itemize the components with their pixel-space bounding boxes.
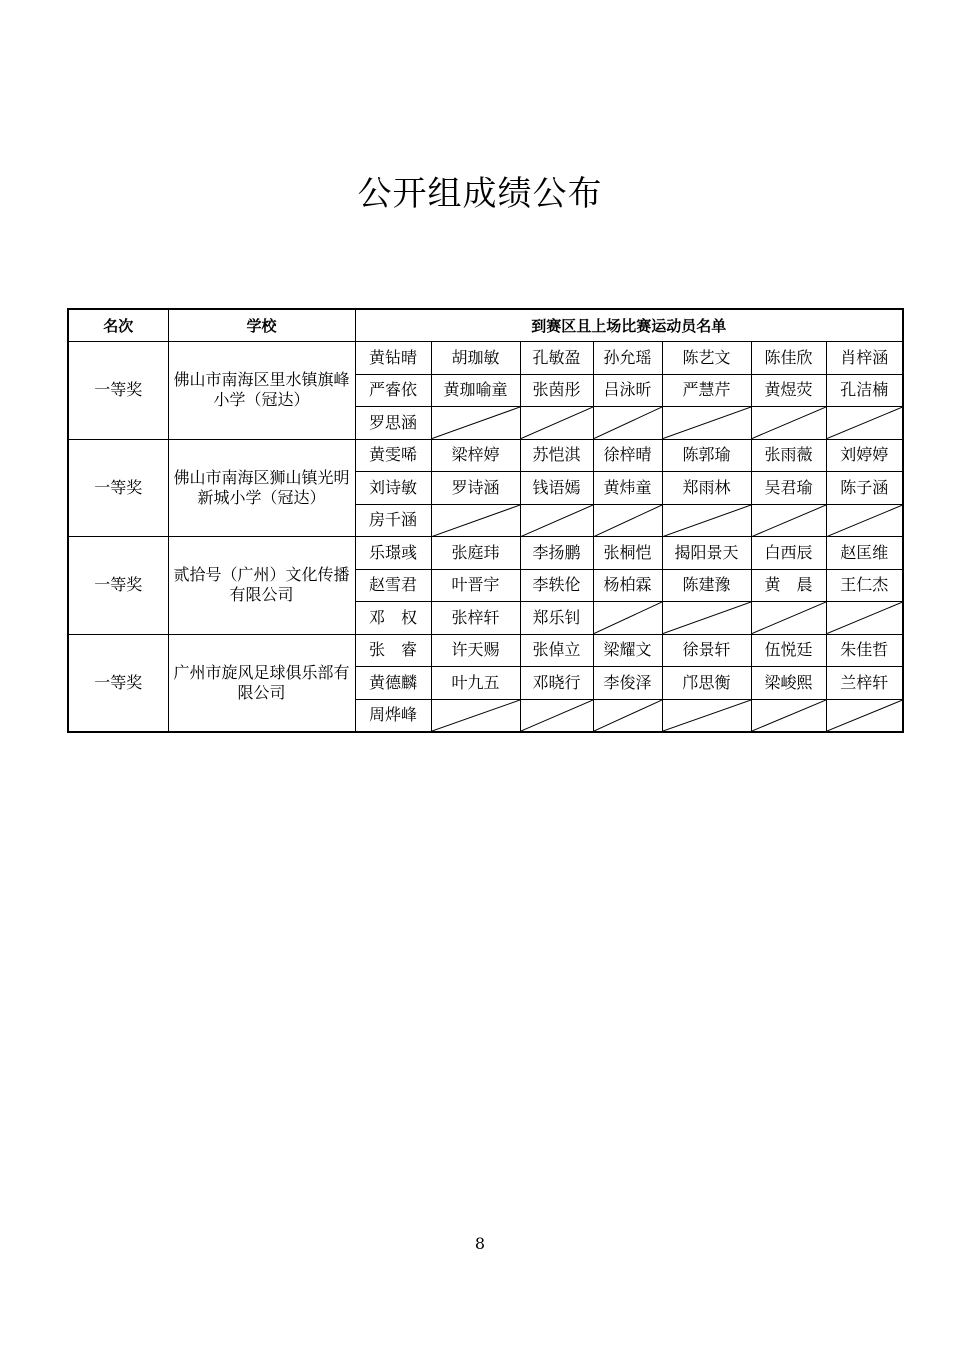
athlete-name: 叶晋宇 [431, 569, 520, 602]
athlete-name: 白西辰 [751, 537, 826, 570]
athlete-name: 乐璟彧 [355, 537, 431, 570]
athlete-name: 黄德麟 [355, 667, 431, 700]
diagonal-slash [752, 602, 826, 634]
diagonal-slash [752, 700, 826, 731]
athlete-name: 许天赐 [431, 634, 520, 667]
diagonal-slash [663, 602, 751, 634]
athlete-name: 李扬鹏 [520, 537, 593, 570]
athlete-name: 孙允瑶 [593, 342, 662, 375]
header-school: 学校 [168, 309, 355, 342]
athlete-name: 周烨峰 [355, 699, 431, 732]
diagonal-slash [827, 602, 903, 634]
empty-cell [662, 602, 751, 635]
rank-cell: 一等奖 [68, 634, 168, 732]
athlete-name: 吴君瑜 [751, 472, 826, 505]
athlete-name: 朱佳哲 [826, 634, 903, 667]
diagonal-slash [521, 407, 593, 439]
athlete-name: 黄煜荧 [751, 374, 826, 407]
rank-cell: 一等奖 [68, 537, 168, 635]
table-row [68, 342, 903, 375]
diagonal-slash [752, 407, 826, 439]
empty-cell [593, 407, 662, 440]
athlete-name: 赵雪君 [355, 569, 431, 602]
athlete-name: 房千涵 [355, 504, 431, 537]
empty-cell [520, 504, 593, 537]
empty-cell [751, 699, 826, 732]
diagonal-slash [432, 407, 520, 439]
athlete-name: 苏恺淇 [520, 439, 593, 472]
diagonal-slash [594, 602, 662, 634]
diagonal-slash [752, 505, 826, 537]
athlete-name: 徐景轩 [662, 634, 751, 667]
athlete-name: 揭阳景天 [662, 537, 751, 570]
athlete-name: 黄炜童 [593, 472, 662, 505]
athlete-name: 孔敏盈 [520, 342, 593, 375]
empty-cell [826, 602, 903, 635]
header-athletes: 到赛区且上场比赛运动员名单 [355, 309, 903, 342]
school-cell: 贰拾号（广州）文化传播有限公司 [168, 537, 355, 635]
athlete-name: 陈艺文 [662, 342, 751, 375]
diagonal-slash [827, 505, 903, 537]
diagonal-slash [521, 700, 593, 731]
athlete-name: 黄雯唏 [355, 439, 431, 472]
athlete-name: 严慧芹 [662, 374, 751, 407]
athlete-name: 邓晓行 [520, 667, 593, 700]
athlete-name: 陈佳欣 [751, 342, 826, 375]
results-body [68, 342, 903, 732]
athlete-name: 罗诗涵 [431, 472, 520, 505]
empty-cell [593, 504, 662, 537]
page-title: 公开组成绩公布 [357, 174, 603, 214]
diagonal-slash [594, 407, 662, 439]
results-table [67, 308, 904, 733]
athlete-name: 刘诗敏 [355, 472, 431, 505]
diagonal-slash [432, 700, 520, 731]
athlete-name: 刘婷婷 [826, 439, 903, 472]
diagonal-slash [594, 505, 662, 537]
athlete-name: 孔洁楠 [826, 374, 903, 407]
athlete-name: 张 睿 [355, 634, 431, 667]
athlete-name: 张桐恺 [593, 537, 662, 570]
empty-cell [826, 699, 903, 732]
athlete-name: 张雨薇 [751, 439, 826, 472]
diagonal-slash [663, 505, 751, 537]
athlete-name: 梁峻熙 [751, 667, 826, 700]
athlete-name: 邝思衡 [662, 667, 751, 700]
school-cell: 佛山市南海区里水镇旗峰小学（冠达） [168, 342, 355, 440]
header-rank: 名次 [68, 309, 168, 342]
athlete-name: 张庭玮 [431, 537, 520, 570]
empty-cell [593, 602, 662, 635]
empty-cell [826, 504, 903, 537]
athlete-name: 梁梓婷 [431, 439, 520, 472]
empty-cell [751, 504, 826, 537]
athlete-name: 钱语嫣 [520, 472, 593, 505]
diagonal-slash [663, 407, 751, 439]
empty-cell [751, 602, 826, 635]
diagonal-slash [827, 700, 903, 731]
empty-cell [431, 504, 520, 537]
school-cell: 广州市旋风足球俱乐部有限公司 [168, 634, 355, 732]
diagonal-slash [827, 407, 903, 439]
athlete-name: 郑乐钊 [520, 602, 593, 635]
athlete-name: 张茵彤 [520, 374, 593, 407]
empty-cell [662, 699, 751, 732]
table-row [68, 537, 903, 570]
athlete-name: 张倬立 [520, 634, 593, 667]
header-row [68, 309, 903, 342]
athlete-name: 严睿依 [355, 374, 431, 407]
athlete-name: 叶九五 [431, 667, 520, 700]
athlete-name: 黄珈喻童 [431, 374, 520, 407]
athlete-name: 徐梓晴 [593, 439, 662, 472]
athlete-name: 黄钻晴 [355, 342, 431, 375]
athlete-name: 伍悦廷 [751, 634, 826, 667]
athlete-name: 赵匡维 [826, 537, 903, 570]
empty-cell [662, 504, 751, 537]
athlete-name: 郑雨林 [662, 472, 751, 505]
athlete-name: 黄 晨 [751, 569, 826, 602]
table-row [68, 634, 903, 667]
athlete-name: 王仁杰 [826, 569, 903, 602]
athlete-name: 陈郭瑜 [662, 439, 751, 472]
athlete-name: 胡珈敏 [431, 342, 520, 375]
athlete-name: 李轶伦 [520, 569, 593, 602]
athlete-name: 兰梓轩 [826, 667, 903, 700]
diagonal-slash [663, 700, 751, 731]
school-cell: 佛山市南海区狮山镇光明新城小学（冠达） [168, 439, 355, 537]
athlete-name: 陈建豫 [662, 569, 751, 602]
empty-cell [662, 407, 751, 440]
athlete-name: 杨柏霖 [593, 569, 662, 602]
athlete-name: 陈子涵 [826, 472, 903, 505]
empty-cell [826, 407, 903, 440]
page-number: 8 [474, 1234, 486, 1253]
athlete-name: 邓 权 [355, 602, 431, 635]
athlete-name: 吕泳昕 [593, 374, 662, 407]
table-row [68, 439, 903, 472]
empty-cell [520, 407, 593, 440]
diagonal-slash [594, 700, 662, 731]
empty-cell [431, 407, 520, 440]
empty-cell [593, 699, 662, 732]
athlete-name: 肖梓涵 [826, 342, 903, 375]
athlete-name: 张梓轩 [431, 602, 520, 635]
rank-cell: 一等奖 [68, 439, 168, 537]
athlete-name: 李俊泽 [593, 667, 662, 700]
diagonal-slash [521, 505, 593, 537]
rank-cell: 一等奖 [68, 342, 168, 440]
empty-cell [751, 407, 826, 440]
empty-cell [431, 699, 520, 732]
athlete-name: 罗思涵 [355, 407, 431, 440]
empty-cell [520, 699, 593, 732]
athlete-name: 梁耀文 [593, 634, 662, 667]
diagonal-slash [432, 505, 520, 537]
